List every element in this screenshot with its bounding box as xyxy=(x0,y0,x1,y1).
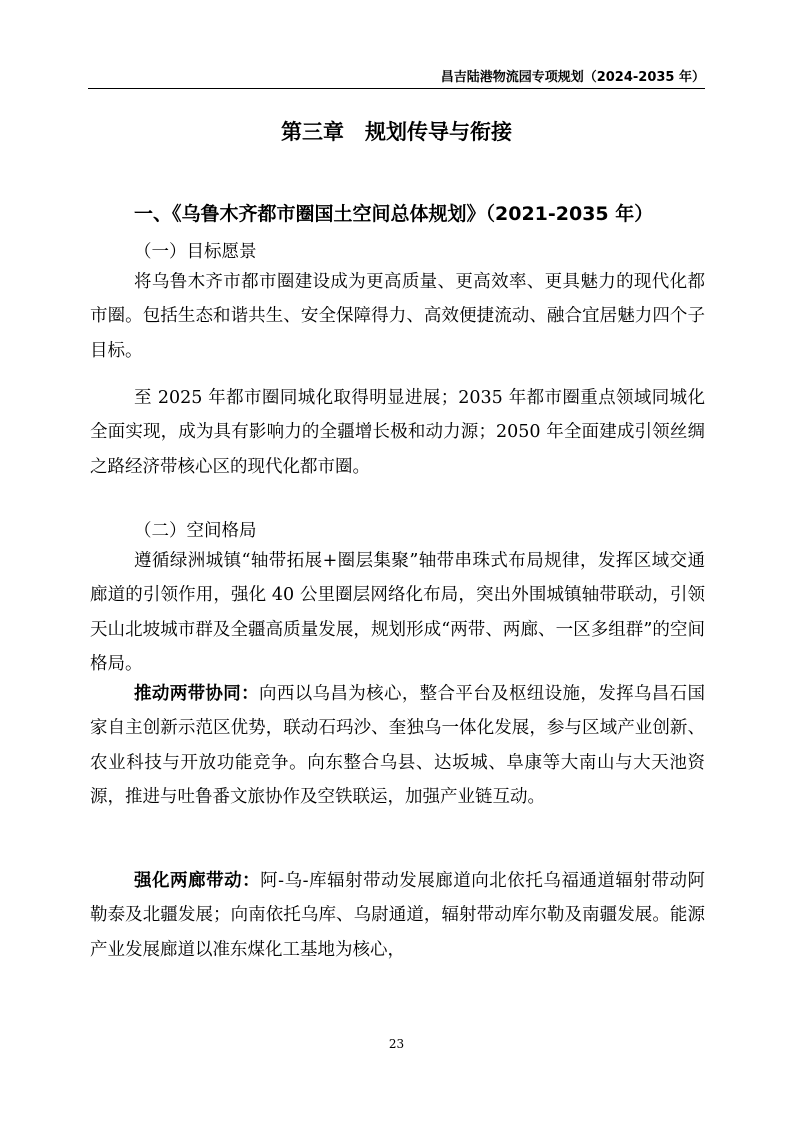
two-belts-text: 向西以乌昌为核心，整合平台及枢纽设施，发挥乌昌石国家自主创新示范区优势，联动石玛沙、奎独乌一体化发展，参与区域产业创新、农业科技与开放功能竞争。向东整合乌县、达坂城、阜康等大南山与大天池资源，推进与吐鲁番文旅协作及空铁联运，加强产业链互动。 xyxy=(90,684,705,808)
page-number: 23 xyxy=(388,1037,405,1051)
paragraph-two-belts xyxy=(90,677,705,815)
two-corridors-label: 强化两廊带动： xyxy=(134,871,261,891)
paragraph-goals-1: 将乌鲁木齐市都市圈建设成为更高质量、更高效率、更具魅力的现代化都市圈。包括生态和谐共生、安全保障得力、高效便捷流动、融合宜居魅力四个子目标。 xyxy=(90,272,705,361)
chapter-title: 第三章 规划传导与衔接 xyxy=(281,120,512,144)
subsection-heading-goals: （一）目标愿景 xyxy=(134,242,257,262)
two-corridors-text: 阿-乌-库辐射带动发展廊道向北依托乌福通道辐射带动阿勒泰及北疆发展；向南依托乌库、乌尉通道，辐射带动库尔勒及南疆发展。能源产业发展廊道以准东煤化工基地为核心， xyxy=(90,871,706,960)
paragraph-two-corridors xyxy=(90,864,705,967)
page-header xyxy=(88,60,705,89)
subsection-heading-pattern: （二）空间格局 xyxy=(134,521,257,541)
two-belts-label: 推动两带协同： xyxy=(134,684,259,704)
section-heading: 一、《乌鲁木齐都市圈国土空间总体规划》（2021-2035 年） xyxy=(134,203,654,225)
paragraph-goals-2: 至 2025 年都市圈同城化取得明显进展；2035 年都市圈重点领域同城化全面实现，成为具有影响力的全疆增长极和动力源；2050 年全面建成引领丝绸之路经济带核心区的现代化都市圈。 xyxy=(90,388,705,477)
paragraph-pattern: 遵循绿洲城镇“轴带拓展+圈层集聚”轴带串珠式布局规律，发挥区域交通廊道的引领作用，强化 40 公里圈层网络化布局，突出外围城镇轴带联动，引领天山北坡城市群及全疆高质量发展，规划形成“两带、两廊、一区多组群”的空间格局。 xyxy=(90,551,705,675)
header-title: 昌吉陆港物流园专项规划（2024-2035 年） xyxy=(440,70,705,85)
